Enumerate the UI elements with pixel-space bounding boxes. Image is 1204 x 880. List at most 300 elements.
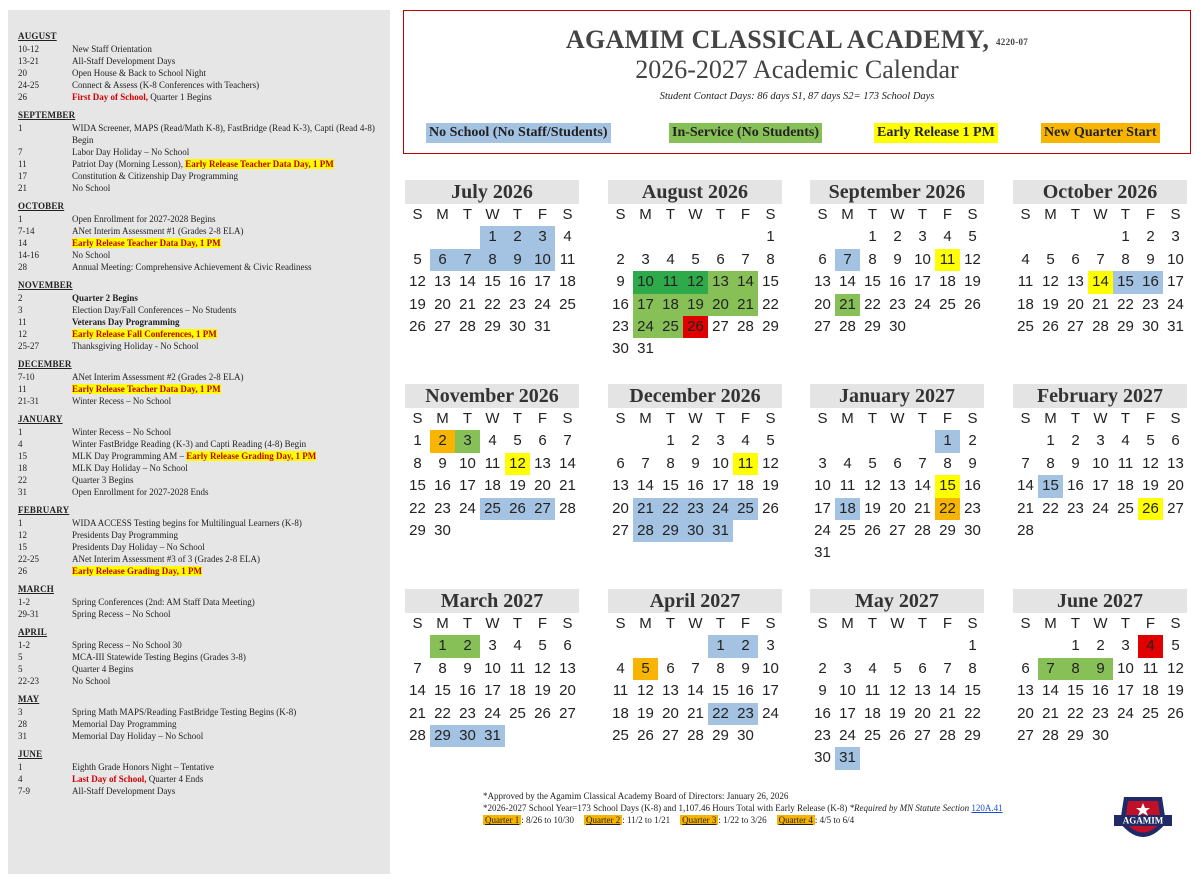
day-cell: 1 (413, 432, 422, 450)
quarter-range (584, 815, 670, 825)
day-cell: 20 (708, 294, 733, 316)
day-cell: 18 (1017, 295, 1034, 313)
event-row (18, 158, 382, 170)
day-cell: 8 (480, 249, 505, 271)
weekday-header: F (740, 206, 751, 223)
statute-link[interactable]: 120A.41 (971, 803, 1003, 813)
weekday-header: S (615, 615, 626, 632)
day-cell: 3 (1171, 228, 1180, 246)
quarter-range (680, 815, 767, 825)
day-cell: 8 (438, 659, 447, 677)
empty-day (910, 430, 935, 452)
event-text: Quarter 3 Begins (72, 475, 134, 485)
weekday-header: W (485, 206, 500, 223)
day-cell: 16 (814, 704, 831, 722)
empty-day (405, 635, 430, 657)
event-text: Winter FastBridge Reading (K-3) and Capti Reading (4-8) Begin (72, 439, 307, 449)
event-text: Open Enrollment for 2027-2028 Begins (72, 214, 216, 224)
day-cell: 28 (1017, 521, 1034, 539)
weekday-header: F (1145, 206, 1156, 223)
day-cell: 9 (1146, 250, 1155, 268)
day-cell: 5 (1046, 250, 1055, 268)
event-date: 14 (18, 238, 27, 248)
month-title: April 2027 (608, 589, 782, 613)
day-cell: 7 (413, 659, 422, 677)
weekday-header: F (537, 206, 548, 223)
event-highlight: Early Release Teacher Data Day, 1 PM (72, 238, 221, 248)
event-row (18, 450, 382, 462)
quarter-dates: : 8/26 to 10/30 (521, 815, 574, 825)
weekday-header: W (688, 615, 703, 632)
day-cell: 22 (864, 295, 881, 313)
event-text: Spring Math MAPS/Reading FastBridge Testing Begins (K-8) (72, 707, 297, 717)
day-cell: 24 (708, 498, 733, 520)
day-cell: 11 (839, 477, 856, 495)
empty-day (405, 226, 430, 248)
month-grid (405, 204, 579, 338)
weekday-header: T (512, 615, 523, 632)
event-row (18, 785, 382, 797)
empty-day (683, 226, 708, 248)
day-cell: 8 (1063, 658, 1088, 680)
day-cell: 5 (1171, 637, 1180, 655)
day-cell: 4 (513, 637, 522, 655)
event-row (18, 718, 382, 730)
event-text: MLK Day Holiday – No School (72, 463, 188, 473)
day-cell: 6 (893, 454, 902, 472)
day-cell: 7 (1021, 454, 1030, 472)
day-cell: 16 (434, 477, 451, 495)
day-cell: 17 (484, 682, 501, 700)
event-row (18, 553, 382, 565)
day-cell: 4 (563, 228, 572, 246)
day-cell: 3 (530, 226, 555, 248)
day-cell: 23 (733, 703, 758, 725)
weekday-header: S (615, 410, 626, 427)
month-title: October 2026 (1013, 180, 1187, 204)
day-cell: 2 (430, 430, 455, 452)
event-row (18, 486, 382, 498)
day-cell: 30 (1142, 317, 1159, 335)
day-cell: 11 (864, 682, 881, 700)
weekday-header: S (1170, 410, 1181, 427)
event-month-heading: FEBRUARY (18, 505, 70, 515)
weekday-header: M (436, 615, 449, 632)
day-cell: 11 (1142, 659, 1159, 677)
day-cell: 1 (666, 432, 675, 450)
event-text: Quarter 2 Begins (72, 293, 138, 303)
day-cell: 4 (1121, 432, 1130, 450)
day-cell: 13 (1017, 682, 1034, 700)
day-cell: 24 (459, 499, 476, 517)
month-grid (1013, 613, 1187, 747)
event-row (18, 426, 382, 438)
day-cell: 11 (1117, 454, 1134, 472)
event-month-december (18, 358, 382, 407)
day-cell: 23 (683, 498, 708, 520)
day-cell: 12 (683, 271, 708, 293)
day-cell: 11 (612, 682, 629, 700)
day-cell: 30 (612, 340, 629, 358)
quarter-label: Quarter 3 (682, 815, 717, 825)
day-cell: 7 (943, 659, 952, 677)
month-may-2027 (810, 589, 984, 770)
day-cell: 15 (662, 477, 679, 495)
event-date: 2 (18, 293, 23, 303)
weekday-header: W (890, 206, 905, 223)
day-cell: 27 (530, 498, 555, 520)
month-title: February 2027 (1013, 384, 1187, 408)
school-year-note: *2026-2027 School Year=173 School Days (K-8) and 1,107.46 Hours Total with Early Release (K-8) *Required by MN Statute Section 120A.41 (483, 803, 1003, 813)
day-cell: 20 (1017, 704, 1034, 722)
event-text: Election Day/Fall Conferences – No Students (72, 305, 237, 315)
event-row (18, 395, 382, 407)
weekday-header: M (639, 206, 652, 223)
event-month-january (18, 413, 382, 498)
legend-no-school: No School (No Staff/Students) (426, 123, 611, 143)
event-row (18, 371, 382, 383)
event-text: All-Staff Development Days (72, 56, 176, 66)
event-text: Memorial Day Holiday – No School (72, 731, 204, 741)
weekday-header: T (917, 615, 928, 632)
day-cell: 15 (1038, 475, 1063, 497)
event-date: 3 (18, 305, 23, 315)
day-cell: 18 (835, 498, 860, 520)
month-grid (810, 408, 984, 565)
event-text: Constitution & Citizenship Day Programming (72, 171, 238, 181)
weekday-header: S (1020, 206, 1031, 223)
day-cell: 6 (666, 659, 675, 677)
event-text: ANet Interim Assessment #2 (Grades 2-8 ELA) (72, 372, 244, 382)
day-cell: 8 (968, 659, 977, 677)
event-date: 1 (18, 427, 23, 437)
day-cell: 22 (434, 704, 451, 722)
event-row (18, 773, 382, 785)
month-title: March 2027 (405, 589, 579, 613)
day-cell: 10 (484, 659, 501, 677)
school-name: AGAMIM CLASSICAL ACADEMY, 4220-07 (565, 25, 1029, 54)
day-cell: 12 (637, 682, 654, 700)
month-june-2027 (1013, 589, 1187, 747)
weekday-header: T (715, 410, 726, 427)
day-cell: 23 (964, 499, 981, 517)
day-cell: 4 (488, 432, 497, 450)
weekday-header: S (967, 206, 978, 223)
day-cell: 20 (534, 477, 551, 495)
day-cell: 21 (1017, 499, 1034, 517)
day-cell: 30 (964, 521, 981, 539)
event-row (18, 55, 382, 67)
day-cell: 9 (463, 659, 472, 677)
empty-day (633, 430, 658, 452)
day-cell: 27 (1017, 726, 1034, 744)
event-date: 14-16 (18, 250, 39, 260)
day-cell: 18 (612, 704, 629, 722)
day-cell: 27 (914, 726, 931, 744)
event-row (18, 438, 382, 450)
day-cell: 15 (712, 682, 729, 700)
event-month-heading: APRIL (18, 627, 48, 637)
month-grid (810, 613, 984, 770)
day-cell: 24 (1167, 295, 1184, 313)
day-cell: 5 (413, 250, 422, 268)
weekday-header: T (867, 615, 878, 632)
day-cell: 9 (691, 454, 700, 472)
month-title: May 2027 (810, 589, 984, 613)
legend-inservice: In-Service (No Students) (669, 123, 822, 143)
weekday-header: T (867, 206, 878, 223)
day-cell: 18 (1142, 682, 1159, 700)
day-cell: 19 (1142, 477, 1159, 495)
day-cell: 5 (968, 228, 977, 246)
event-highlight: Early Release Fall Conferences, 1 PM (72, 329, 217, 339)
day-cell: 29 (484, 317, 501, 335)
event-month-february (18, 504, 382, 577)
agamim-logo (1114, 793, 1172, 849)
day-cell: 25 (559, 295, 576, 313)
day-cell: 29 (762, 317, 779, 335)
quarter-dates: : 1/22 to 3/26 (718, 815, 767, 825)
day-cell: 18 (1117, 477, 1134, 495)
empty-day (1038, 226, 1063, 248)
day-cell: 20 (662, 704, 679, 722)
day-cell: 26 (762, 499, 779, 517)
day-cell: 17 (1167, 273, 1184, 291)
day-cell: 27 (434, 317, 451, 335)
day-cell: 2 (968, 432, 977, 450)
day-cell: 11 (559, 250, 576, 268)
day-cell: 24 (1092, 499, 1109, 517)
event-highlight: Early Release Grading Day, 1 PM (186, 451, 317, 461)
day-cell: 25 (864, 726, 881, 744)
day-cell: 30 (509, 317, 526, 335)
event-month-heading: MARCH (18, 584, 54, 594)
day-cell: 27 (559, 704, 576, 722)
day-cell: 14 (733, 271, 758, 293)
day-cell: 24 (814, 521, 831, 539)
event-date: 7 (18, 147, 23, 157)
day-cell: 16 (964, 477, 981, 495)
day-cell: 24 (484, 704, 501, 722)
event-row (18, 43, 382, 55)
event-row (18, 462, 382, 474)
day-cell: 4 (943, 228, 952, 246)
day-cell: 27 (1167, 499, 1184, 517)
day-cell: 9 (616, 273, 625, 291)
day-cell: 28 (687, 726, 704, 744)
day-cell: 27 (662, 726, 679, 744)
weekday-header: T (462, 615, 473, 632)
weekday-header: S (1170, 206, 1181, 223)
event-month-september (18, 109, 382, 194)
day-cell: 19 (1167, 682, 1184, 700)
day-cell: 26 (1167, 704, 1184, 722)
weekday-header: S (765, 410, 776, 427)
month-title: July 2026 (405, 180, 579, 204)
day-cell: 14 (1017, 477, 1034, 495)
empty-day (1013, 226, 1038, 248)
day-cell: 15 (1113, 271, 1138, 293)
day-cell: 13 (889, 477, 906, 495)
day-cell: 8 (766, 250, 775, 268)
day-cell: 1 (968, 637, 977, 655)
day-cell: 13 (559, 659, 576, 677)
event-text: All-Staff Development Days (72, 786, 176, 796)
day-cell: 5 (513, 432, 522, 450)
day-cell: 10 (814, 477, 831, 495)
month-grid (608, 408, 782, 542)
event-date: 7-14 (18, 226, 35, 236)
event-month-august (18, 30, 382, 103)
empty-day (1013, 635, 1038, 657)
event-text: Spring Recess – No School 30 (72, 640, 182, 650)
day-cell: 16 (1067, 477, 1084, 495)
event-text: ANet Interim Assessment #3 of 3 (Grades 2-8 ELA) (72, 554, 260, 564)
day-cell: 15 (762, 273, 779, 291)
day-cell: 2 (1096, 637, 1105, 655)
day-cell: 19 (762, 477, 779, 495)
weekday-header: S (412, 410, 423, 427)
event-text: Presidents Day Holiday – No School (72, 542, 205, 552)
month-march-2027 (405, 589, 579, 747)
day-cell: 17 (814, 499, 831, 517)
event-month-heading: AUGUST (18, 31, 57, 41)
event-highlight: Early Release Teacher Data Day, 1 PM (185, 159, 334, 169)
day-cell: 6 (1021, 659, 1030, 677)
day-cell: 14 (914, 477, 931, 495)
day-cell: 19 (1042, 295, 1059, 313)
day-cell: 27 (889, 521, 906, 539)
event-row (18, 91, 382, 103)
event-text (72, 328, 382, 340)
empty-day (835, 226, 860, 248)
event-date: 20 (18, 68, 27, 78)
day-cell: 25 (733, 498, 758, 520)
month-title: December 2026 (608, 384, 782, 408)
day-cell: 18 (559, 273, 576, 291)
month-grid (405, 408, 579, 542)
event-row (18, 596, 382, 608)
day-cell: 31 (814, 544, 831, 562)
day-cell: 14 (459, 273, 476, 291)
day-cell: 4 (1021, 250, 1030, 268)
quarter-range (777, 815, 855, 825)
event-date: 18 (18, 463, 27, 473)
event-text: Last Day of School, Quarter 4 Ends (72, 774, 204, 784)
empty-day (810, 430, 835, 452)
month-august-2026 (608, 180, 782, 361)
day-cell: 26 (534, 704, 551, 722)
event-month-heading: JANUARY (18, 414, 63, 424)
day-cell: 17 (534, 273, 551, 291)
event-row (18, 517, 382, 529)
event-row (18, 541, 382, 553)
weekday-header: T (665, 410, 676, 427)
event-date: 7-9 (18, 786, 30, 796)
day-cell: 12 (889, 682, 906, 700)
weekday-header: F (537, 410, 548, 427)
day-cell: 28 (409, 726, 426, 744)
day-cell: 20 (612, 499, 629, 517)
day-cell: 5 (538, 637, 547, 655)
day-cell: 9 (505, 249, 530, 271)
day-cell: 12 (1142, 454, 1159, 472)
day-cell: 30 (1092, 726, 1109, 744)
day-cell: 4 (1138, 635, 1163, 657)
day-cell: 6 (1071, 250, 1080, 268)
month-september-2026 (810, 180, 984, 338)
event-month-may (18, 693, 382, 742)
event-month-heading: NOVEMBER (18, 280, 73, 290)
event-row (18, 146, 382, 158)
weekday-header: M (841, 615, 854, 632)
day-cell: 9 (818, 682, 827, 700)
day-cell: 30 (737, 726, 754, 744)
day-cell: 5 (691, 250, 700, 268)
day-cell: 20 (914, 704, 931, 722)
month-title: November 2026 (405, 384, 579, 408)
day-cell: 14 (687, 682, 704, 700)
event-text: Spring Recess – No School (72, 609, 171, 619)
day-cell: 23 (1067, 499, 1084, 517)
day-cell: 22 (708, 703, 733, 725)
day-cell: 22 (964, 704, 981, 722)
event-date: 22-23 (18, 676, 39, 686)
day-cell: 13 (534, 454, 551, 472)
day-cell: 28 (459, 317, 476, 335)
event-date: 11 (18, 317, 27, 327)
day-cell: 28 (1042, 726, 1059, 744)
day-cell: 13 (914, 682, 931, 700)
day-cell: 17 (914, 273, 931, 291)
weekday-header: W (890, 615, 905, 632)
day-cell: 7 (563, 432, 572, 450)
day-cell: 14 (1042, 682, 1059, 700)
day-cell: 9 (1088, 658, 1113, 680)
event-text: MLK Day Programming AM – Early Release Grading Day, 1 PM (72, 451, 317, 461)
event-row (18, 249, 382, 261)
weekday-header: M (639, 615, 652, 632)
day-cell: 4 (741, 432, 750, 450)
day-cell: 17 (459, 477, 476, 495)
empty-day (708, 226, 733, 248)
day-cell: 7 (741, 250, 750, 268)
empty-day (430, 226, 455, 248)
event-row (18, 170, 382, 182)
day-cell: 18 (658, 294, 683, 316)
event-row (18, 706, 382, 718)
event-row (18, 675, 382, 687)
event-text: Memorial Day Programming (72, 719, 177, 729)
event-highlight: First Day of School, (72, 92, 148, 102)
day-cell: 25 (480, 498, 505, 520)
day-cell: 15 (409, 477, 426, 495)
day-cell: 7 (835, 249, 860, 271)
event-row (18, 565, 382, 577)
day-cell: 14 (1088, 271, 1113, 293)
empty-day (885, 635, 910, 657)
weekday-header: W (1093, 206, 1108, 223)
event-highlight: Last Day of School, (72, 774, 147, 784)
event-date: 15 (18, 542, 27, 552)
day-cell: 19 (509, 477, 526, 495)
weekday-header: M (639, 410, 652, 427)
empty-day (658, 635, 683, 657)
event-row (18, 651, 382, 663)
day-cell: 28 (559, 499, 576, 517)
day-cell: 25 (939, 295, 956, 313)
day-cell: 29 (939, 521, 956, 539)
